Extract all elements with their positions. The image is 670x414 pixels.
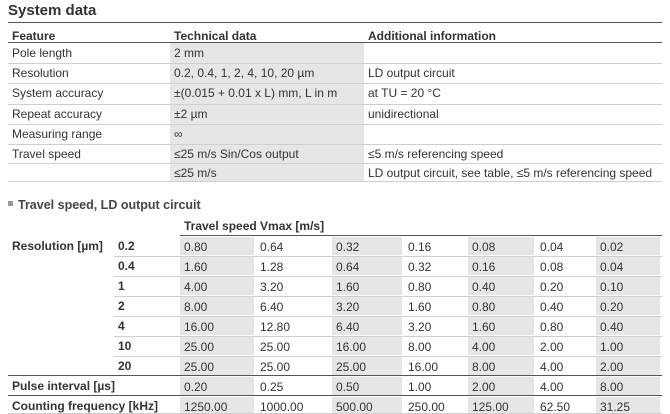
technical-cell: ≤25 m/s Sin/Cos output xyxy=(170,144,364,163)
speed-value-cell: 8.00 xyxy=(408,340,432,354)
speed-value-cell: 0.40 xyxy=(596,317,660,335)
speed-value-cell: 4.00 xyxy=(468,337,534,355)
speed-value-cell: 6.40 xyxy=(332,317,402,335)
speed-value-cell: 6.40 xyxy=(260,300,284,314)
technical-cell: ±2 µm xyxy=(170,104,364,124)
pulse-value-cell: 0.50 xyxy=(332,377,402,395)
additional-cell xyxy=(364,124,662,144)
speed-value-cell: 1.60 xyxy=(468,317,534,335)
technical-cell: ≤25 m/s xyxy=(170,163,364,181)
speed-value-cell: 0.08 xyxy=(540,260,564,274)
feature-cell: Resolution xyxy=(12,66,69,80)
additional-cell: LD output circuit xyxy=(368,66,455,80)
additional-cell: unidirectional xyxy=(368,107,439,121)
speed-value-cell: 0.80 xyxy=(468,297,534,315)
speed-header-rule xyxy=(180,235,662,236)
feature-cell: Pole length xyxy=(12,46,73,60)
resolution-group-label: Resolution [µm] xyxy=(12,239,103,253)
pulse-value-cell: 4.00 xyxy=(540,380,564,394)
counting-frequency-label: Counting frequency [kHz] xyxy=(12,399,158,413)
counting-value-cell: 62.50 xyxy=(540,400,571,414)
technical-cell: 0.2, 0.4, 1, 2, 4, 10, 20 µm xyxy=(170,63,364,83)
speed-value-cell: 0.80 xyxy=(540,320,564,334)
speed-value-cell: 0.20 xyxy=(596,297,660,315)
speed-value-cell: 1.60 xyxy=(180,257,254,275)
speed-value-cell: 0.64 xyxy=(332,257,402,275)
row-separator xyxy=(8,144,662,145)
table-top-rule xyxy=(8,22,662,23)
column-header-feature: Feature xyxy=(12,29,56,42)
counting-value-cell: 31.25 xyxy=(596,397,660,413)
speed-column-header: Travel speed Vmax [m/s] xyxy=(184,219,325,233)
additional-cell: at TU = 20 °C xyxy=(368,86,441,100)
speed-value-cell: 1.60 xyxy=(332,277,402,295)
pulse-value-cell: 8.00 xyxy=(596,377,660,395)
row-separator xyxy=(114,256,662,257)
column-header-additional: Additional information xyxy=(368,29,496,42)
speed-value-cell: 1.28 xyxy=(260,260,284,274)
speed-value-cell: 8.00 xyxy=(180,297,254,315)
technical-cell: ∞ xyxy=(170,124,364,144)
speed-value-cell: 0.16 xyxy=(408,240,432,254)
pulse-value-cell: 0.20 xyxy=(180,377,254,395)
speed-value-cell: 0.08 xyxy=(468,237,534,255)
speed-value-cell: 25.00 xyxy=(260,360,291,374)
speed-value-cell: 16.00 xyxy=(180,317,254,335)
speed-value-cell: 1.60 xyxy=(408,300,432,314)
speed-value-cell: 4.00 xyxy=(180,277,254,295)
feature-cell: System accuracy xyxy=(12,86,104,100)
resolution-value: 10 xyxy=(118,339,132,353)
row-separator xyxy=(8,63,662,64)
feature-cell: Measuring range xyxy=(12,127,103,141)
additional-cell xyxy=(364,43,662,63)
speed-value-cell: 0.64 xyxy=(260,240,284,254)
speed-value-cell: 8.00 xyxy=(468,357,534,375)
column-header-technical: Technical data xyxy=(174,29,257,42)
speed-value-cell: 25.00 xyxy=(180,337,254,355)
resolution-value: 0.4 xyxy=(118,259,135,273)
feature-cell: Repeat accuracy xyxy=(12,107,103,121)
speed-value-cell: 12.80 xyxy=(260,320,291,334)
speed-value-cell: 2.00 xyxy=(596,357,660,375)
speed-value-cell: 3.20 xyxy=(332,297,402,315)
speed-value-cell: 0.40 xyxy=(540,300,564,314)
speed-value-cell: 0.16 xyxy=(468,257,534,275)
row-separator xyxy=(114,316,662,317)
speed-value-cell: 0.04 xyxy=(596,257,660,275)
speed-value-cell: 16.00 xyxy=(408,360,439,374)
resolution-value: 2 xyxy=(118,299,125,313)
speed-value-cell: 0.80 xyxy=(180,237,254,255)
resolution-value: 20 xyxy=(118,359,132,373)
row-separator xyxy=(114,336,662,337)
speed-value-cell: 0.80 xyxy=(408,280,432,294)
additional-cell: ≤5 m/s referencing speed xyxy=(368,147,504,161)
row-separator xyxy=(114,356,662,357)
pulse-value-cell: 0.25 xyxy=(260,380,284,394)
speed-value-cell: 0.32 xyxy=(408,260,432,274)
pulse-interval-label: Pulse interval [µs] xyxy=(12,379,115,393)
technical-cell: ±(0.015 + 0.01 x L) mm, L in m xyxy=(170,83,364,104)
row-separator xyxy=(114,276,662,277)
row-separator xyxy=(8,181,662,182)
page-title: System data xyxy=(8,2,97,19)
row-separator xyxy=(114,296,662,297)
row-separator xyxy=(8,83,662,84)
counting-value-cell: 1000.00 xyxy=(260,400,304,414)
speed-value-cell: 0.40 xyxy=(468,277,534,295)
bullet-square-icon xyxy=(8,201,13,206)
speed-value-cell: 0.02 xyxy=(596,237,660,255)
speed-value-cell: 0.10 xyxy=(596,277,660,295)
speed-value-cell: 4.00 xyxy=(540,360,564,374)
speed-value-cell: 25.00 xyxy=(260,340,291,354)
row-separator xyxy=(8,163,662,164)
additional-cell: LD output circuit, see table, ≤5 m/s referencing speed xyxy=(368,166,653,180)
speed-value-cell: 2.00 xyxy=(540,340,564,354)
speed-value-cell: 0.20 xyxy=(540,280,564,294)
resolution-value: 4 xyxy=(118,319,125,333)
feature-cell: Travel speed xyxy=(12,147,81,161)
counting-value-cell: 250.00 xyxy=(408,400,445,414)
row-separator xyxy=(8,104,662,105)
speed-value-cell: 0.32 xyxy=(332,237,402,255)
technical-cell: 2 mm xyxy=(170,43,364,63)
speed-value-cell: 3.20 xyxy=(408,320,432,334)
pulse-value-cell: 2.00 xyxy=(468,377,534,395)
counting-value-cell: 125.00 xyxy=(468,397,534,413)
counting-value-cell: 500.00 xyxy=(332,397,402,413)
pulse-value-cell: 1.00 xyxy=(408,380,432,394)
speed-value-cell: 25.00 xyxy=(332,357,402,375)
feature-cell xyxy=(8,163,170,181)
resolution-value: 1 xyxy=(118,279,125,293)
speed-value-cell: 0.04 xyxy=(540,240,564,254)
resolution-value: 0.2 xyxy=(118,239,135,253)
section-title: Travel speed, LD output circuit xyxy=(18,198,201,212)
section-heading xyxy=(8,198,201,212)
row-separator xyxy=(8,124,662,125)
speed-value-cell: 1.00 xyxy=(596,337,660,355)
speed-value-cell: 16.00 xyxy=(332,337,402,355)
speed-value-cell: 3.20 xyxy=(260,280,284,294)
speed-value-cell: 25.00 xyxy=(180,357,254,375)
counting-value-cell: 1250.00 xyxy=(180,397,254,413)
